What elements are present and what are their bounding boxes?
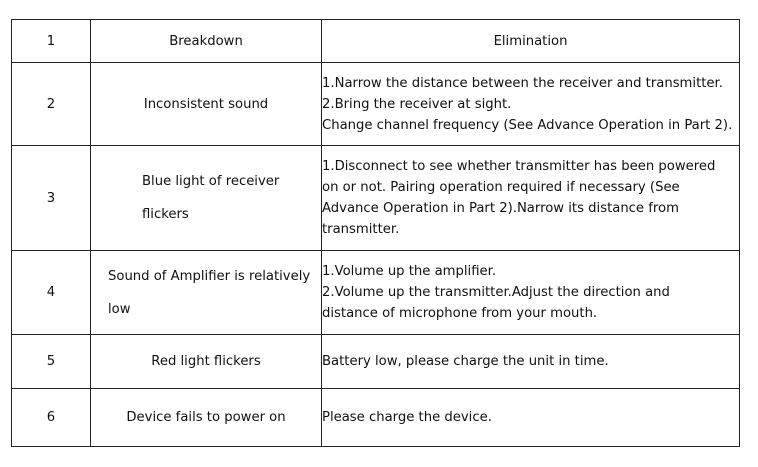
row-breakdown xyxy=(91,251,322,335)
row-number: 4 xyxy=(12,251,91,335)
row-number: 5 xyxy=(12,335,91,389)
row-elimination xyxy=(322,63,740,146)
breakdown-line: Sound of Amplifier is relatively xyxy=(108,268,311,284)
row-number: 6 xyxy=(12,389,91,447)
table-header-row xyxy=(12,20,740,63)
elimination-line: on or not. Pairing operation required if necessary (See xyxy=(322,180,680,195)
elimination-line: transmitter. xyxy=(322,222,400,237)
elimination-line: 2.Volume up the transmitter.Adjust the direction and xyxy=(322,285,670,300)
row-elimination xyxy=(322,146,740,251)
elimination-line: 1.Narrow the distance between the receiver and transmitter. xyxy=(322,75,723,91)
header-number: 1 xyxy=(12,20,91,63)
row-breakdown: Red light flickers xyxy=(91,335,322,389)
header-elimination: Elimination xyxy=(322,20,740,63)
table-row xyxy=(12,251,740,335)
elimination-line: 1.Volume up the amplifier. xyxy=(322,264,497,279)
table-row xyxy=(12,389,740,447)
elimination-line: Change channel frequency (See Advance Operation in Part 2). xyxy=(322,117,733,133)
table-row xyxy=(12,63,740,146)
breakdown-line: Blue light of receiver xyxy=(142,174,280,189)
elimination-line: Advance Operation in Part 2).Narrow its distance from xyxy=(322,201,679,216)
elimination-line: 2.Bring the receiver at sight. xyxy=(322,96,512,112)
breakdown-line: low xyxy=(108,301,131,317)
row-breakdown: Inconsistent sound xyxy=(91,63,322,146)
troubleshooting-table xyxy=(11,19,740,447)
table-row xyxy=(12,146,740,251)
row-breakdown xyxy=(91,146,322,251)
header-breakdown: Breakdown xyxy=(91,20,322,63)
row-elimination xyxy=(322,251,740,335)
table-row xyxy=(12,335,740,389)
row-number: 2 xyxy=(12,63,91,146)
row-breakdown: Device fails to power on xyxy=(91,389,322,447)
row-elimination: Battery low, please charge the unit in time. xyxy=(322,335,740,389)
elimination-line: distance of microphone from your mouth. xyxy=(322,306,598,321)
breakdown-line: flickers xyxy=(142,207,189,222)
elimination-line: 1.Disconnect to see whether transmitter has been powered xyxy=(322,159,716,174)
row-elimination: Please charge the device. xyxy=(322,389,740,447)
row-number: 3 xyxy=(12,146,91,251)
